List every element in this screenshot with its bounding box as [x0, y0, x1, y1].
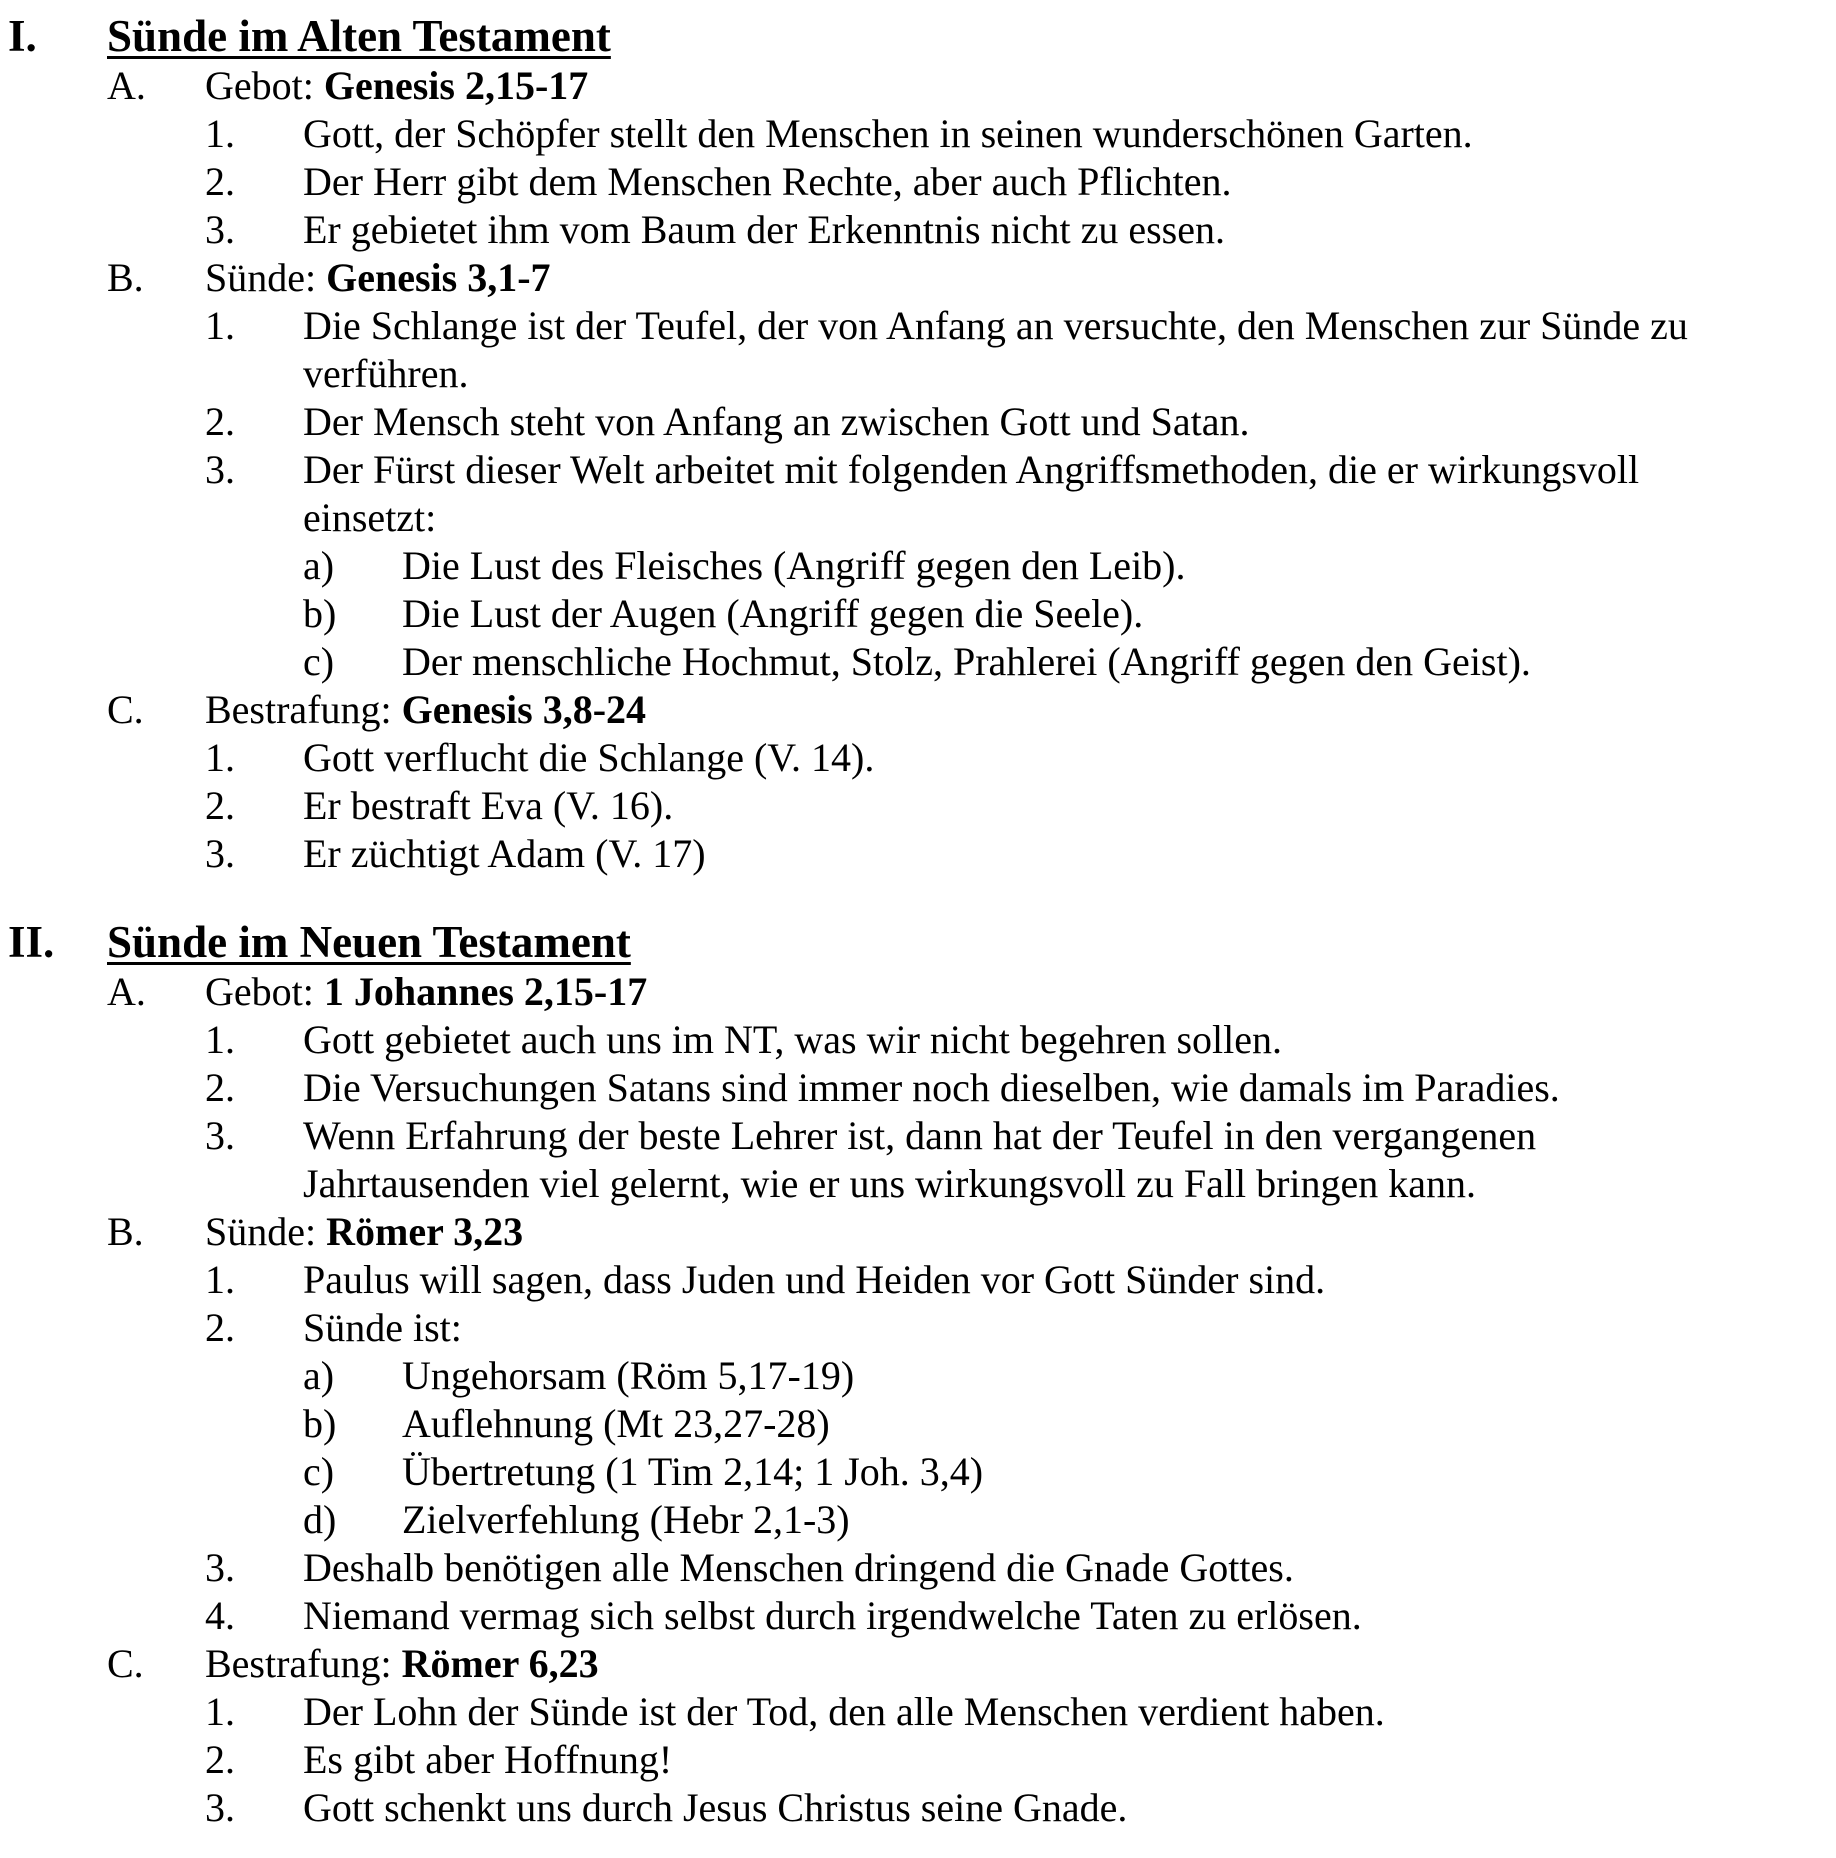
item-text: Paulus will sagen, dass Juden und Heiden vor Gott Sünder sind. [303, 1257, 1326, 1302]
item-number: 2. [205, 1065, 235, 1110]
item-text: Der Lohn der Sünde ist der Tod, den alle Menschen verdient haben. [303, 1689, 1385, 1734]
sub-item-text: Übertretung (1 Tim 2,14; 1 Joh. 3,4) [402, 1449, 984, 1494]
item-number: 3. [205, 831, 235, 876]
subsection-text [205, 1208, 523, 1256]
scripture-reference: Genesis 3,1-7 [326, 255, 551, 300]
scripture-reference: Genesis 3,8-24 [401, 687, 647, 732]
subsection-text [205, 254, 551, 302]
item-number: 1. [205, 303, 235, 348]
section-numeral: I. [8, 11, 37, 61]
subsection-label: Gebot: [205, 969, 314, 1014]
item-number: 3. [205, 447, 235, 492]
sub-item-letter: c) [303, 1449, 335, 1494]
item-text: Gott gebietet auch uns im NT, was wir nicht begehren sollen. [303, 1017, 1283, 1062]
sub-item-letter: c) [303, 639, 335, 684]
subsection-label: Sünde: [205, 255, 317, 300]
item-number: 3. [205, 1785, 235, 1830]
item-text: Der Mensch steht von Anfang an zwischen Gott und Satan. [303, 399, 1250, 444]
item-text: Die Schlange ist der Teufel, der von Anfang an versuchte, den Menschen zur Sünde zu [303, 303, 1688, 348]
item-text: Es gibt aber Hoffnung! [303, 1737, 673, 1782]
item-text: Deshalb benötigen alle Menschen dringend die Gnade Gottes. [303, 1545, 1294, 1590]
sub-item-letter: a) [303, 543, 335, 588]
sub-item-text: Auflehnung (Mt 23,27-28) [402, 1401, 830, 1446]
item-number: 2. [205, 159, 235, 204]
sub-item-letter: b) [303, 591, 337, 636]
scripture-reference: Genesis 2,15-17 [323, 63, 589, 108]
subsection-label: Bestrafung: [205, 687, 392, 732]
item-text: Er gebietet ihm vom Baum der Erkenntnis nicht zu essen. [303, 207, 1225, 252]
item-number: 2. [205, 1737, 235, 1782]
subsection-letter: B. [107, 255, 144, 300]
sub-item-letter: b) [303, 1401, 337, 1446]
subsection-text [205, 686, 646, 734]
subsection-label: Gebot: [205, 63, 314, 108]
item-text: Gott schenkt uns durch Jesus Christus seine Gnade. [303, 1785, 1128, 1830]
item-text: Gott verflucht die Schlange (V. 14). [303, 735, 875, 780]
item-number: 3. [205, 1545, 235, 1590]
scripture-reference: 1 Johannes 2,15-17 [323, 969, 648, 1014]
item-text: Der Herr gibt dem Menschen Rechte, aber auch Pflichten. [303, 159, 1232, 204]
sub-item-text: Der menschliche Hochmut, Stolz, Prahlerei (Angriff gegen den Geist). [402, 639, 1531, 684]
item-text: verführen. [303, 351, 469, 396]
item-number: 4. [205, 1593, 235, 1638]
item-text: einsetzt: [303, 495, 437, 540]
item-text: Er züchtigt Adam (V. 17) [303, 831, 706, 876]
subsection-letter: C. [107, 687, 144, 732]
item-number: 1. [205, 1257, 235, 1302]
item-text: Jahrtausenden viel gelernt, wie er uns wirkungsvoll zu Fall bringen kann. [303, 1161, 1477, 1206]
item-number: 1. [205, 1017, 235, 1062]
item-text: Er bestraft Eva (V. 16). [303, 783, 674, 828]
item-number: 3. [205, 207, 235, 252]
scripture-reference: Römer 6,23 [401, 1641, 599, 1686]
scripture-reference: Römer 3,23 [326, 1209, 524, 1254]
subsection-text [205, 968, 647, 1016]
item-text: Die Versuchungen Satans sind immer noch dieselben, wie damals im Paradies. [303, 1065, 1560, 1110]
item-number: 3. [205, 1113, 235, 1158]
subsection-label: Sünde: [205, 1209, 317, 1254]
item-number: 1. [205, 735, 235, 780]
item-number: 2. [205, 399, 235, 444]
subsection-text [205, 1640, 599, 1688]
subsection-text [205, 62, 588, 110]
section-title: Sünde im Alten Testament [107, 11, 611, 61]
subsection-letter: A. [107, 969, 146, 1014]
item-text: Der Fürst dieser Welt arbeitet mit folgenden Angriffsmethoden, die er wirkungsvoll [303, 447, 1640, 492]
item-text: Wenn Erfahrung der beste Lehrer ist, dann hat der Teufel in den vergangenen [303, 1113, 1537, 1158]
section-numeral: II. [8, 917, 55, 967]
item-number: 2. [205, 783, 235, 828]
item-number: 1. [205, 111, 235, 156]
sub-item-text: Die Lust der Augen (Angriff gegen die Seele). [402, 591, 1144, 636]
item-number: 2. [205, 1305, 235, 1350]
subsection-letter: A. [107, 63, 146, 108]
section-title: Sünde im Neuen Testament [107, 917, 631, 967]
subsection-letter: C. [107, 1641, 144, 1686]
item-number: 1. [205, 1689, 235, 1734]
sub-item-text: Ungehorsam (Röm 5,17-19) [402, 1353, 855, 1398]
sub-item-text: Die Lust des Fleisches (Angriff gegen den Leib). [402, 543, 1186, 588]
sub-item-letter: d) [303, 1497, 337, 1542]
item-text: Sünde ist: [303, 1305, 462, 1350]
subsection-label: Bestrafung: [205, 1641, 392, 1686]
item-text: Gott, der Schöpfer stellt den Menschen in seinen wunderschönen Garten. [303, 111, 1473, 156]
sub-item-text: Zielverfehlung (Hebr 2,1-3) [402, 1497, 850, 1542]
subsection-letter: B. [107, 1209, 144, 1254]
item-text: Niemand vermag sich selbst durch irgendwelche Taten zu erlösen. [303, 1593, 1362, 1638]
sub-item-letter: a) [303, 1353, 335, 1398]
